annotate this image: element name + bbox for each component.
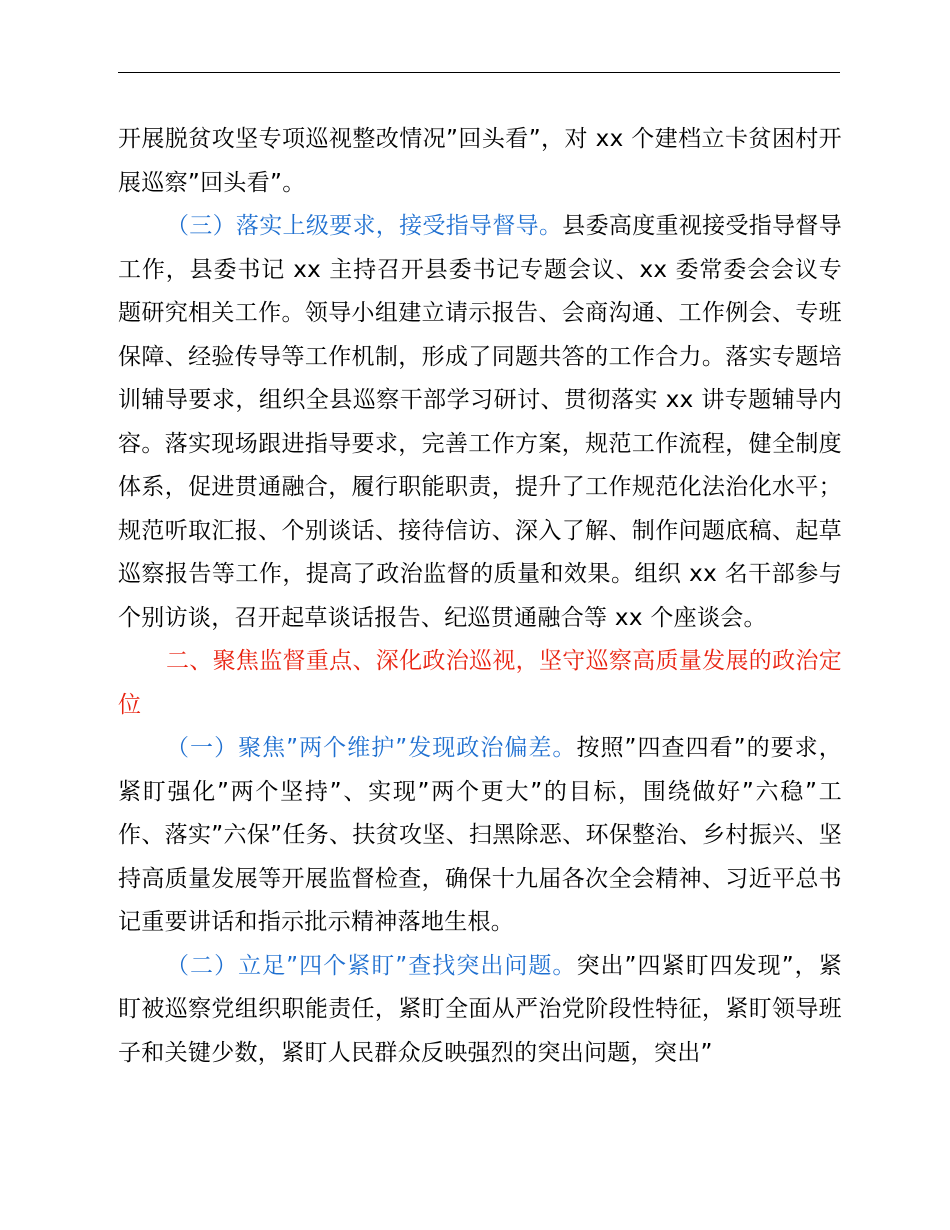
header-rule: [118, 72, 840, 73]
paragraph-section-3: [118, 205, 842, 640]
paragraph-lead: （三）落实上级要求，接受指导督导。: [166, 213, 563, 239]
paragraph-text: 突出”四紧盯四发现”，紧盯被巡察党组织职能责任，紧盯全面从严治党阶段性特征，紧盯领导班子和关键少数，紧盯人民群众反映强烈的突出问题，突出”: [118, 952, 843, 1066]
section-heading-2: [118, 640, 842, 727]
paragraph-lead: （二）立足”四个紧盯”查找突出问题。: [166, 952, 577, 979]
paragraph-section-2-1: [118, 727, 842, 945]
paragraph-text: 按照”四查四看”的要求，紧盯强化”两个坚持”、实现”两个更大”的目标，围绕做好”六稳”工作、落实”六保”任务、扶贫攻坚、扫黑除恶、环保整治、乡村振兴、坚持高质量发展等开展监督检查，确保十九届各次全会精神、习近平总书记重要讲话和指示批示精神落地生根。: [118, 735, 843, 935]
paragraph-lead: （一）聚焦”两个维护”发现政治偏差。: [166, 735, 577, 761]
paragraph-text: 开展脱贫攻坚专项巡视整改情况”回头看”，对 xx 个建档立卡贫困村开展巡察”回头看”。: [118, 126, 842, 196]
paragraph-text: 县委高度重视接受指导督导工作，县委书记 xx 主持召开县委书记专题会议、xx 委常委会会议专题研究相关工作。领导小组建立请示报告、会商沟通、工作例会、专班保障、经验传导等工作机制，形成了同题共答的工作合力。落实专题培训辅导要求，组织全县巡察干部学习研讨、贯彻落实 xx 讲专题辅导内容。落实现场跟进指导要求，完善工作方案，规范工作流程，健全制度体系，促进贯通融合，履行职能职责，提升了工作规范化法治化水平；规范听取汇报、个别谈话、接待信访、深入了解、制作问题底稿、起草巡察报告等工作，提高了政治监督的质量和效果。组织 xx 名干部参与个别访谈，召开起草谈话报告、纪巡贯通融合等 xx 个座谈会。: [118, 213, 842, 631]
paragraph-continuation: [118, 118, 842, 205]
heading-text: 二、聚焦监督重点、深化政治巡视，坚守巡察高质量发展的政治定位: [118, 648, 842, 718]
paragraph-section-2-2: [118, 945, 842, 1076]
document-body: [118, 118, 842, 1075]
